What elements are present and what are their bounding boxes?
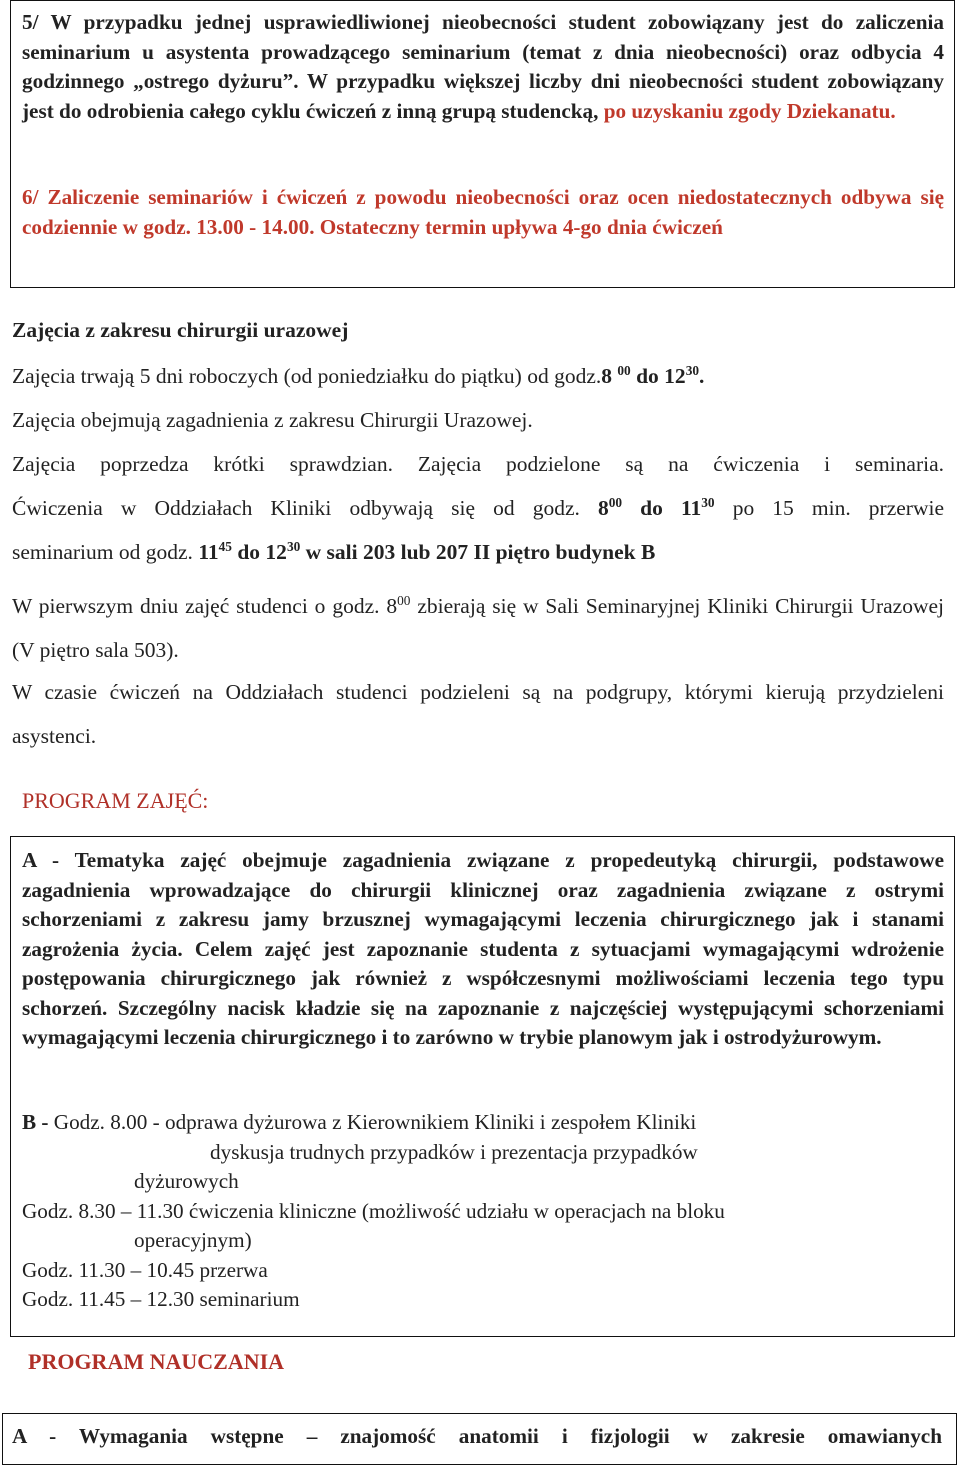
time-end-sup: 30 — [685, 362, 700, 378]
ex-start: 8 — [597, 496, 609, 520]
section-line-7: W czasie ćwiczeń na Oddziałach studenci podzieleni są na podgrupy, którymi kierują przydzieleni asystenci. — [12, 680, 944, 748]
schedule-line-2: dyskusja trudnych przypadków i prezentacja przypadków — [210, 1139, 698, 1164]
schedule-line-7: Godz. 11.45 – 12.30 seminarium — [22, 1287, 300, 1311]
sem-end-sup: 30 — [286, 538, 301, 554]
section-line-4 — [12, 496, 944, 521]
paragraph-5-red: po uzyskaniu zgody Dziekanatu. — [598, 98, 896, 123]
nauczania-heading: PROGRAM NAUCZANIA — [28, 1349, 285, 1374]
section-line-6 — [12, 584, 944, 672]
paragraph-5 — [22, 8, 944, 126]
section-line-2: Zajęcia obejmują zagadnienia z zakresu Chirurgii Urazowej. — [12, 408, 533, 432]
section-line-6-text: W pierwszym dniu zajęć studenci o godz. 8 — [12, 594, 398, 618]
time-end-dot: . — [699, 364, 705, 388]
schedule-line-4: Godz. 8.30 – 11.30 ćwiczenia kliniczne (możliwość udziału w operacjach na bloku — [22, 1198, 725, 1223]
ex-end: do 11 — [622, 496, 702, 520]
sem-room: w sali 203 lub 207 II piętro budynek B — [300, 540, 656, 564]
section-line-4-text: Ćwiczenia w Oddziałach Kliniki odbywają się od godz. — [12, 496, 598, 520]
schedule-line-5: operacyjnym) — [134, 1228, 252, 1252]
sem-start-sup: 45 — [218, 538, 232, 554]
section-line-6-sup: 00 — [397, 592, 411, 608]
paragraph-6: 6/ Zaliczenie seminariów i ćwiczeń z powodu nieobecności oraz ocen niedostatecznych odbywa się codziennie w godz. 13.00 - 14.00. Ostateczny termin upływa 4-go dnia ćwiczeń — [22, 185, 944, 239]
section-line-1 — [12, 364, 704, 389]
time-start-sup: 00 — [617, 362, 631, 378]
section-line-4-end: po 15 min. przerwie — [714, 496, 944, 520]
sem-start: 11 — [198, 540, 219, 564]
section-line-6-rest: zbierają się w Sali Seminaryjnej Kliniki Chirurgii Urazowej (V piętro sala 503). — [12, 594, 944, 662]
time-end: do 12 — [630, 364, 686, 388]
section-line-5 — [12, 540, 655, 565]
schedule-line-3: dyżurowych — [134, 1169, 239, 1193]
ex-end-sup: 30 — [701, 494, 715, 510]
bottom-box-text: A - Wymagania wstępne – znajomość anatomii i fizjologii w zakresie omawianych — [12, 1424, 942, 1448]
paragraph-5-text: 5/ W przypadku jednej usprawiedliwionej nieobecności student zobowiązany jest do zaliczenia seminarium u asystenta prowadzącego seminarium (temat z dnia nieobecności) oraz odbycia 4 godzinnego „ostrego dyżuru”. W przypadku większej liczby dni nieobecności student zobowiązany jest do odrobienia całego cyklu ćwiczeń z inną grupą studencką, — [22, 10, 944, 123]
sem-end: do 12 — [231, 540, 287, 564]
schedule-line-1: Godz. 8.00 - odprawa dyżurowa z Kierownikiem Kliniki i zespołem Kliniki — [48, 1110, 697, 1134]
program-a-text: A - Tematyka zajęć obejmuje zagadnienia związane z propedeutyką chirurgii, podstawowe zagadnienia wprowadzające do chirurgii klinicznej oraz zagadnienia związane z ostrymi schorzeniami z zakresu jamy brzusznej wymagającymi leczenia chirurgicznego jak i stanami zagrożenia życia. Celem zajęć jest zapoznanie studenta z sytuacjami wymagającymi wdrożenie postępowania chirurgicznego jak również z współczesnymi możliwościami leczenia tego typu schorzeń. Szczególny nacisk kładzie się na zapoznanie z najczęściej występującymi schorzeniami wymagającymi leczenia chirurgicznego i to zarówno w trybie planowym jak i ostrodyżurowym. — [22, 848, 944, 1049]
program-b-schedule — [22, 1108, 725, 1315]
program-heading: PROGRAM ZAJĘĆ: — [22, 788, 209, 813]
section-line-1-text: Zajęcia trwają 5 dni roboczych (od poniedziałku do piątku) od godz. — [12, 364, 602, 388]
program-b-label: B - — [22, 1110, 49, 1134]
time-start: 8 — [601, 364, 618, 388]
section-heading: Zajęcia z zakresu chirurgii urazowej — [12, 318, 349, 342]
schedule-line-6: Godz. 11.30 – 10.45 przerwa — [22, 1257, 268, 1282]
section-line-3: Zajęcia poprzedza krótki sprawdzian. Zajęcia podzielone są na ćwiczenia i seminaria. — [12, 452, 944, 476]
section-line-5-text: seminarium od godz. — [12, 540, 199, 564]
ex-start-sup: 00 — [608, 494, 623, 510]
